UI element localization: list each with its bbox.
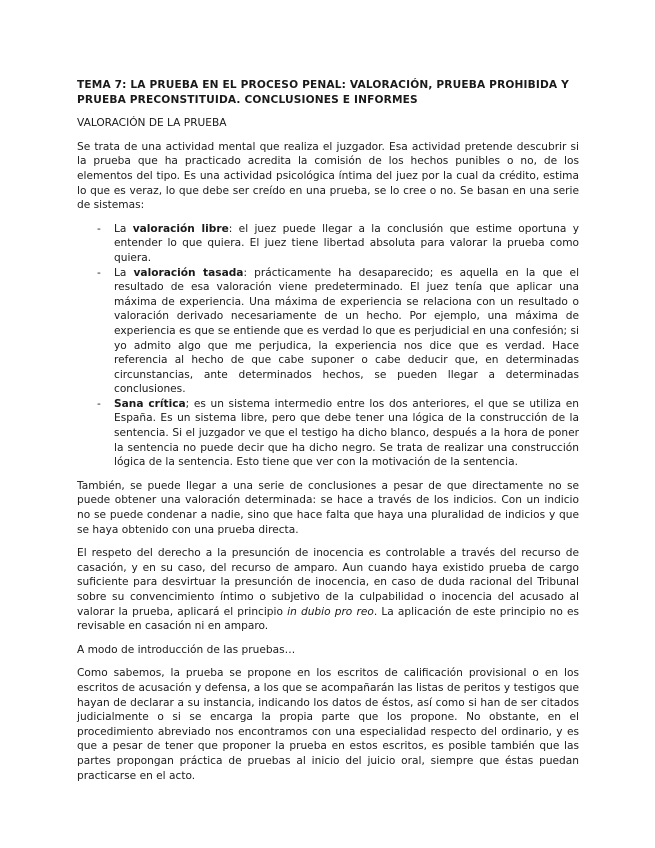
document-title: TEMA 7: LA PRUEBA EN EL PROCESO PENAL: VALORACIÓN, PRUEBA PROHIBIDA Y PRUEBA PRECONSTITUIDA. CONCLUSIONES E INFORMES (77, 79, 569, 106)
final-paragraph: Como sabemos, la prueba se propone en los escritos de calificación provisional o en los escritos de acusación y defensa, a los que se acompañarán las listas de peritos y testigos que hayan de declarar a su instancia, indicando los datos de éstos, así como si han de ser citados judicialmente o si se encarga la propia parte que los propone. No obstante, en el procedimiento abreviado nos encontramos con una especialidad respecto del ordinario, y es que a pesar de tener que proponer la prueba en estos escritos, es posible también que las partes propongan práctica de pruebas al inicio del juicio oral, siempre que éstas puedan practicarse en el acto. (77, 667, 579, 782)
list-item-prefix: La (114, 266, 134, 279)
list-item-prefix: La (114, 222, 133, 235)
list-item-term: Sana crítica (114, 397, 186, 410)
bullet-dash: - (97, 397, 101, 410)
indicios-paragraph: También, se puede llegar a una serie de conclusiones a pesar de que directamente no se puede obtener una valoración determinada: se hace a través de los indicios. Con un indicio no se puede condenar a nadie, sino que hace falta que haya una pluralidad de indicios y que se haya obtenido con una prueba directa. (77, 479, 579, 536)
list-item-valoracion-libre (77, 222, 579, 266)
bullet-dash: - (97, 266, 101, 279)
section-heading: VALORACIÓN DE LA PRUEBA (77, 117, 227, 130)
list-item-sana-critica (77, 397, 579, 470)
list-item-text: ; es un sistema intermedio entre los dos anteriores, el que se utiliza en España. Es un sistema libre, pero que debe tener una lógica de la construcción de la sentencia. Si el juzgador ve que el testigo ha dicho blanco, después a la hora de poner la sentencia no puede decir que ha dicho negro. Se trata de realizar una construcción lógica de la sentencia. Esto tiene que ver con la motivación de la sentencia. (114, 397, 579, 469)
inocencia-text-2: . La aplicación de este principio no es revisable en casación ni en amparo. (77, 605, 580, 633)
list-item-text: : el juez puede llegar a la conclusión que estime oportuna y entender lo que quiera. El juez tiene libertad absoluta para valorar la prueba como quiera. (114, 222, 579, 264)
intro-pruebas-paragraph: A modo de introducción de las pruebas… (77, 643, 296, 656)
inocencia-text-1: El respeto del derecho a la presunción de inocencia es controlable a través del recurso de casación, y en su caso, del recurso de amparo. Aun cuando haya existido prueba de cargo suficiente para desvirtuar la presunción de inocencia, en caso de duda racional del Tribunal sobre su convencimiento íntimo o subjetivo de la culpabilidad o inocencia del acusado al valorar la prueba, aplicará el principio (77, 547, 579, 618)
document-page (77, 78, 579, 792)
bullet-dash: - (97, 222, 101, 235)
list-item-term: valoración tasada (133, 266, 244, 279)
inocencia-paragraph (77, 546, 579, 634)
systems-list (77, 222, 579, 470)
list-item-valoracion-tasada (77, 266, 579, 397)
list-item-text: : prácticamente ha desaparecido; es aquella en la que el resultado de esa valoración viene predeterminado. El juez tenía que aplicar una máxima de experiencia. Una máxima de experiencia se relaciona con un resultado o valoración derivado necesariamente de un hecho. Por ejemplo, una máxima de experiencia es que se entiende que es verdad lo que es perjudicial en una confesión; si yo admito algo que me perjudica, la experiencia nos dice que es verdad. Hace referencia al hecho de que cabe suponer o cabe deducir que, en determinadas circunstancias, ante determinados hechos, se pueden llegar a determinadas conclusiones. (114, 266, 580, 396)
latin-phrase: in dubio pro reo (287, 605, 374, 618)
intro-paragraph: Se trata de una actividad mental que realiza el juzgador. Esa actividad pretende descubrir si la prueba que ha practicado acredita la comisión de los hechos punibles o no, de los elementos del tipo. Es una actividad psicológica íntima del juez por la cual da crédito, estima lo que es veraz, lo que debe ser creído en una prueba, se lo cree o no. Se basan en una serie de sistemas: (77, 140, 579, 212)
list-item-term: valoración libre (132, 222, 229, 235)
